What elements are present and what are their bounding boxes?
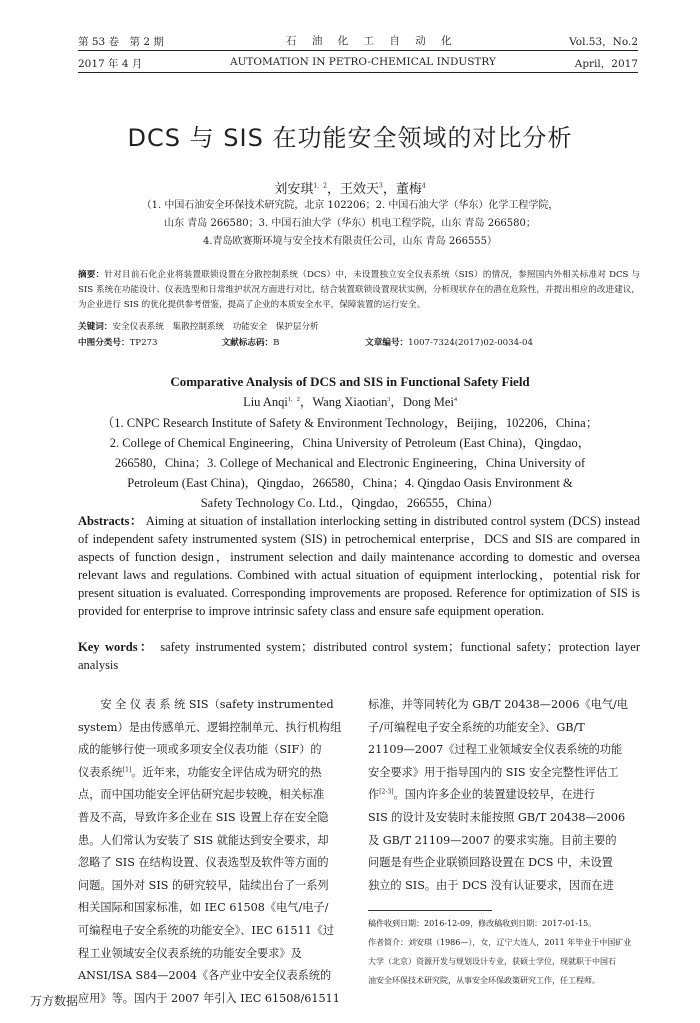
affiliation-cn-line: 4.青岛欧赛斯环境与安全技术有限责任公司，山东 青岛 266555） (202, 236, 498, 247)
body-line: 可编程电子安全系统的功能安全》、IEC 61511《过 (78, 923, 335, 937)
abstract-cn-text: 针对目前石化企业将装置联锁设置在分散控制系统（DCS）中，未设置独立安全仪表系统（SIS）的情况，参照国内外相关标准对 DCS 与 SIS 系统在功能设计、仪表选型和日常维护状况方面进行对比，结合装置联锁设置现状实例，分析现状存在的潜在危险性，并提出相应的改进建议，为企业进行 SIS 的优化提供参考借鉴，提高了企业的本质安全水平，保障装置的运行安全。 (78, 270, 640, 310)
paper-title-cn: DCS 与 SIS 在功能安全领域的对比分析 (127, 124, 573, 152)
author-en-3: ，Dong Mei (390, 395, 454, 409)
body-line: SIS 的设计及安装时未能按照 GB/T 20438—2006 (368, 810, 626, 824)
author-cn-1-sup: 1，2 (313, 182, 327, 190)
clc-value: TP273 (129, 338, 158, 348)
header-rule-top (78, 50, 638, 51)
abstract-en (78, 512, 640, 620)
author-en-2-sup: 3 (387, 396, 391, 403)
body-line: 相关国际和国家标准，如 IEC 61508《电气/电子/ (78, 901, 329, 915)
author-en-1-sup: 1，2 (287, 396, 300, 403)
body-line: 忽略了 SIS 在结构设置、仪表选型及软件等方面的 (78, 856, 329, 870)
abstract-en-text: Aiming at situation of installation interlocking setting in distributed control system (DCS) instead of independent safety instrumented system (SIS) in petrochemical enterprise，DCS and SIS are compared in aspects of function design，instrument selection and daily maintenance according to domestic and oversea relevant laws and regulations. Combined with actual situation of equipment interlocking，potential risk for present situation is evaluated. Corresponding improvements are proposed. Reference for optimization of SIS is provided for enterprise to improve intrinsic safety class and ensure safe equipment operation. (78, 514, 640, 618)
affiliations-en (0, 413, 700, 513)
body-line: 成的能够行使一项或多项安全仪表功能（SIF）的 (78, 743, 322, 757)
body-line: 程工业领域安全仪表系统的功能安全要求》及 (78, 946, 302, 960)
header-volume-cn: 第 53 卷 第 2 期 (78, 36, 164, 48)
affiliation-cn-line: 山东 青岛 266580；3. 中国石油大学（华东）机电工程学院，山东 青岛 266580； (164, 218, 536, 229)
clc-label: 中图分类号： (78, 338, 130, 348)
author-en-2: ，Wang Xiaotian (299, 395, 388, 409)
header-rule-bottom (78, 72, 638, 73)
body-line: 21109—2007《过程工业领域安全仪表系统的功能 (368, 743, 623, 757)
body-line: 独立的 SIS。由于 DCS 没有认证要求，因而在进 (368, 878, 614, 892)
author-cn-3: ，董梅 (382, 182, 422, 197)
body-line: 问题是有些企业联锁回路设置在 DCS 中，未设置 (368, 856, 613, 870)
watermark-text: 万方数据 (30, 994, 79, 1008)
keywords-cn (78, 320, 640, 335)
body-line: ANSI/ISA S84—2004《各产业中安全仪表系统的 (78, 969, 332, 983)
keywords-en-label: Key words： (78, 640, 155, 654)
affiliation-en-line: 266580，China；3. College of Mechanical and Electronic Engineering，China University of (114, 456, 586, 470)
body-line: 标准，并等同转化为 GB/T 20438—2006《电气/电 (368, 698, 628, 711)
author-cn-2-sup: 3 (379, 182, 383, 190)
header-volume-en: Vol.53，No.2 (569, 36, 638, 48)
header-journal-cn: 石 油 化 工 自 动 化 (286, 35, 458, 47)
authors-cn (0, 178, 700, 197)
author-en-1: Liu Anqi (243, 395, 288, 409)
body-line: 仪表系统[1]。近年来，功能安全评估成为研究的热 (78, 765, 322, 779)
footnote (368, 914, 640, 990)
footnote-line: 大学（北京）资源开发与规划设计专业，获硕士学位，现就职于中国石 (368, 957, 616, 966)
doc-code-value: B (273, 338, 280, 348)
affiliations-cn (0, 197, 700, 251)
body-left-column (78, 694, 350, 1010)
author-cn-2: ，王效天 (326, 182, 379, 197)
affiliation-en-line: 2. College of Chemical Engineering，China University of Petroleum (East China)，Qingdao， (109, 436, 591, 450)
affiliation-cn-line: （1. 中国石油安全环保技术研究院，北京 102206；2. 中国石油大学（华东）化学工程学院， (141, 200, 559, 211)
body-line: 安全要求》用于指导国内的 SIS 安全完整性评估工 (368, 765, 619, 779)
abstract-en-label: Abstracts： (78, 514, 143, 528)
footnote-line: 作者简介：刘安琪（1986—），女，辽宁大连人，2011 年毕业于中国矿业 (368, 938, 632, 947)
body-line: 患。人们常认为安装了 SIS 就能达到安全要求，却 (78, 833, 329, 847)
keywords-cn-text: 安全仪表系统 集散控制系统 功能安全 保护层分析 (112, 322, 319, 332)
author-cn-1: 刘安琪 (274, 182, 314, 197)
keywords-cn-label: 关键词： (78, 322, 113, 332)
body-line: 作[2-3]。国内许多企业的装置建设较早，在进行 (368, 788, 595, 802)
header-date-cn: 2017 年 4 月 (78, 58, 143, 70)
body-line: 点，而中国功能安全评估研究起步较晚，相关标准 (78, 788, 325, 802)
doc-code-label: 文献标志码： (221, 338, 274, 348)
body-line: 问题。国外对 SIS 的研究较早，陆续出台了一系列 (78, 878, 329, 892)
affiliation-en-line: （1. CNPC Research Institute of Safety & Environment Technology，Beijing，102206，China； (101, 416, 599, 430)
body-line: system）是由传感单元、逻辑控制单元、执行机构组 (78, 720, 342, 734)
classification-cn (78, 336, 640, 351)
affiliation-en-line: Safety Technology Co. Ltd.，Qingdao，266555，China） (200, 496, 500, 510)
body-line: 子/可编程电子安全系统的功能安全》、GB/T (368, 720, 585, 734)
paper-title-en: Comparative Analysis of DCS and SIS in Functional Safety Field (170, 374, 530, 389)
header-date-en: April，2017 (574, 58, 638, 70)
abstract-cn (78, 268, 640, 313)
header-journal-en: AUTOMATION IN PETRO-CHEMICAL INDUSTRY (230, 56, 496, 68)
abstract-cn-label: 摘要： (78, 270, 105, 280)
author-en-3-sup: 4 (453, 396, 457, 403)
affiliation-en-line: Petroleum (East China)，Qingdao，266580，China；4. Qingdao Oasis Environment & (127, 476, 573, 490)
article-no-label: 文章编号： (365, 338, 409, 348)
footnote-rule (368, 910, 492, 911)
author-cn-3-sup: 4 (421, 182, 426, 190)
article-no-value: 1007-7324(2017)02-0034-04 (408, 338, 533, 348)
keywords-en-text: safety instrumented system；distributed control system；functional safety；protection layer analysis (78, 640, 640, 672)
body-line: 及 GB/T 21109—2007 的要求实施。目前主要的 (368, 833, 617, 847)
body-right-column (368, 694, 640, 897)
body-line: 普及不高，导致许多企业在 SIS 设置上存在安全隐 (78, 810, 329, 824)
authors-en (0, 393, 700, 411)
body-line: 安 全 仪 表 系 统 SIS（safety instrumented (78, 698, 334, 711)
keywords-en (78, 638, 640, 674)
body-line: 应用》等。国内于 2007 年引入 IEC 61508/61511 (78, 991, 340, 1005)
footnote-line: 稿件收到日期：2016-12-09，修改稿收到日期：2017-01-15。 (368, 919, 597, 928)
footnote-line: 油安全环保技术研究院，从事安全环保政策研究工作，任工程师。 (368, 976, 600, 985)
